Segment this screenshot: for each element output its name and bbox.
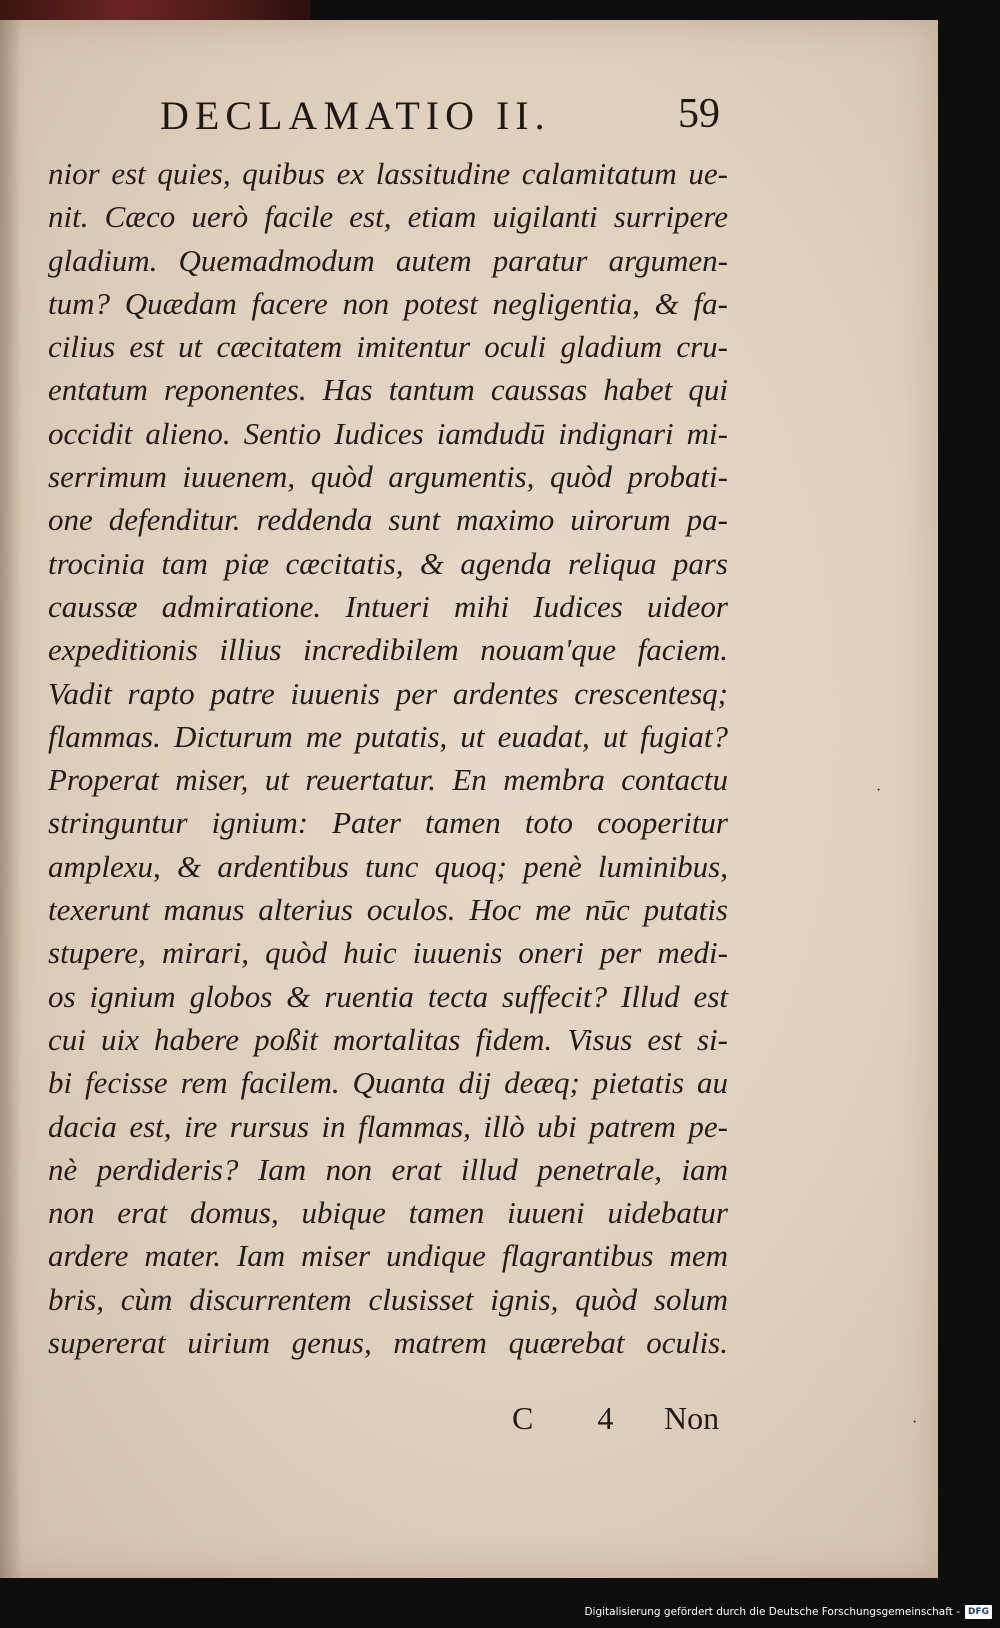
text-line: expeditionis illius incredibilem nouam'que faciem.: [48, 632, 728, 668]
text-line: Properat miser, ut reuertatur. En membra contactu: [48, 762, 728, 798]
text-line: one defenditur. reddenda sunt maximo uirorum pa-: [48, 502, 728, 538]
text-line: flammas. Dicturum me putatis, ut euadat, ut fugiat?: [48, 718, 728, 754]
text-line: non erat domus, ubique tamen iuueni uidebatur: [48, 1195, 728, 1231]
text-line: tum? Quædam facere non potest negligentia, & fa-: [48, 285, 728, 321]
signature-mark: C 4: [512, 1400, 642, 1436]
text-line: Vadit rapto patre iuuenis per ardentes crescentesq;: [48, 675, 728, 711]
text-line: os ignium globos & ruentia tecta suffecit? Illud est: [48, 978, 728, 1014]
book-page: [0, 20, 938, 1578]
text-line: entatum reponentes. Has tantum caussas habet qui: [48, 372, 728, 408]
credit-text: Digitalisierung gefördert durch die Deutsche Forschungsgemeinschaft -: [584, 1606, 960, 1618]
text-line: nit. Cæco uerò facile est, etiam uigilanti surripere: [48, 199, 728, 235]
margin-speck: ·: [876, 782, 882, 799]
text-line: supererat uirium genus, matrem quærebat oculis.: [48, 1325, 728, 1361]
red-binding-strip: [0, 0, 310, 20]
text-line: ardere mater. Iam miser undique flagrantibus mem: [48, 1238, 728, 1274]
text-line: bi fecisse rem facilem. Quanta dij deæq; pietatis au: [48, 1065, 728, 1101]
text-block: [48, 152, 728, 1364]
page-header: [160, 92, 720, 152]
text-line: dacia est, ire rursus in flammas, illò ubi patrem pe-: [48, 1108, 728, 1144]
text-line: nè perdideris? Iam non erat illud penetrale, iam: [48, 1151, 728, 1187]
text-line: occidit alieno. Sentio Iudices iamdudū indignari mi-: [48, 415, 728, 451]
margin-speck: ·: [912, 1414, 918, 1431]
text-line: gladium. Quemadmodum autem paratur argumen-: [48, 242, 728, 278]
digitization-credit: [584, 1604, 992, 1620]
text-line: texerunt manus alterius oculos. Hoc me nūc putatis: [48, 892, 728, 928]
catchword: Non: [664, 1400, 720, 1436]
text-line: cilius est ut cæcitatem imitentur oculi gladium cru-: [48, 329, 728, 365]
text-line: nior est quies, quibus ex lassitudine calamitatum ue-: [48, 156, 728, 191]
text-line: serrimum iuuenem, quòd argumentis, quòd probati-: [48, 459, 728, 495]
text-line: amplexu, & ardentibus tunc quoq; penè luminibus,: [48, 848, 728, 884]
dfg-logo: DFG: [965, 1605, 992, 1619]
text-line: cui uix habere poßit mortalitas fidem. Visus est si-: [48, 1021, 728, 1057]
text-line: stringuntur ignium: Pater tamen toto cooperitur: [48, 805, 728, 841]
text-line: trocinia tam piæ cæcitatis, & agenda reliqua pars: [48, 545, 728, 581]
page-number: 59: [678, 91, 720, 137]
text-line: caussæ admiratione. Intueri mihi Iudices uideor: [48, 588, 728, 624]
running-head: DECLAMATIO II.: [160, 93, 551, 138]
text-line: bris, cùm discurrentem clusisset ignis, quòd solum: [48, 1281, 728, 1317]
text-line: stupere, mirari, quòd huic iuuenis oneri per medi-: [48, 935, 728, 971]
